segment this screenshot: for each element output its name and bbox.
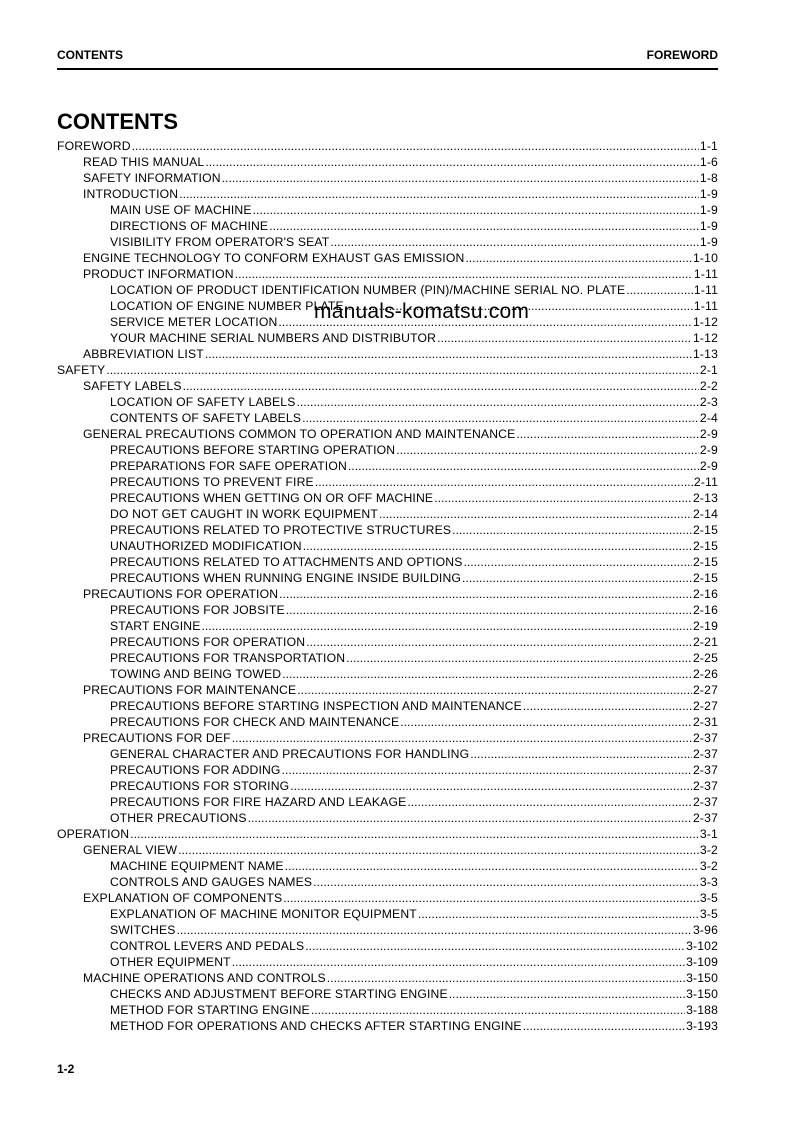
dot-leader xyxy=(285,858,699,874)
toc-entry-page: 1-10 xyxy=(693,251,718,265)
toc-entry-title: PRECAUTIONS WHEN RUNNING ENGINE INSIDE BUILDING xyxy=(110,571,462,585)
dot-leader xyxy=(232,954,685,970)
header-section-label: CONTENTS xyxy=(57,48,123,62)
dot-leader xyxy=(523,1018,685,1034)
toc-entry-title: LOCATION OF PRODUCT IDENTIFICATION NUMBER (PIN)/MACHINE SERIAL NO. PLATE xyxy=(110,283,626,297)
dot-leader xyxy=(437,330,692,346)
toc-entry-title: OTHER PRECAUTIONS xyxy=(110,811,247,825)
toc-entry-page: 3-2 xyxy=(699,843,718,857)
toc-entry-page: 2-13 xyxy=(693,491,718,505)
page-title: CONTENTS xyxy=(57,109,178,134)
toc-entry xyxy=(57,522,718,538)
toc-entry-title: VISIBILITY FROM OPERATOR'S SEAT xyxy=(110,235,330,249)
dot-leader xyxy=(330,234,699,250)
toc-entry xyxy=(57,586,718,602)
toc-entry xyxy=(57,186,718,202)
toc-entry-page: 2-9 xyxy=(699,427,718,441)
dot-leader xyxy=(348,458,699,474)
toc-entry-title: GENERAL PRECAUTIONS COMMON TO OPERATION AND MAINTENANCE xyxy=(83,427,516,441)
toc-entry-title: PRECAUTIONS BEFORE STARTING OPERATION xyxy=(110,443,396,457)
toc-entry-title: METHOD FOR STARTING ENGINE xyxy=(110,1003,310,1017)
toc-entry-page: 1-11 xyxy=(693,267,718,281)
dot-leader xyxy=(327,970,685,986)
toc-entry-page: 1-12 xyxy=(693,315,718,329)
toc-entry-title: PRECAUTIONS RELATED TO PROTECTIVE STRUCTURES xyxy=(110,523,452,537)
toc-entry-title: FOREWORD xyxy=(57,139,131,153)
toc-entry xyxy=(57,938,718,954)
toc-entry-title: PRECAUTIONS FOR JOBSITE xyxy=(110,603,285,617)
toc-entry-title: ABBREVIATION LIST xyxy=(83,347,204,361)
toc-entry-title: YOUR MACHINE SERIAL NUMBERS AND DISTRIBUTOR xyxy=(110,331,437,345)
toc-entry-page: 3-96 xyxy=(693,923,718,937)
toc-entry-title: CONTROLS AND GAUGES NAMES xyxy=(110,875,313,889)
toc-entry xyxy=(57,778,718,794)
toc-entry-title: ENGINE TECHNOLOGY TO CONFORM EXHAUST GAS EMISSION xyxy=(83,251,465,265)
dot-leader xyxy=(279,586,692,602)
toc-entry-title: EXPLANATION OF COMPONENTS xyxy=(83,891,283,905)
toc-entry xyxy=(57,442,718,458)
page-number: 1-2 xyxy=(57,1062,75,1076)
toc-entry xyxy=(57,666,718,682)
toc-entry-page: 1-1 xyxy=(699,139,718,153)
dot-leader xyxy=(449,986,685,1002)
toc-entry-title: OTHER EQUIPMENT xyxy=(110,955,231,969)
toc-entry-page: 2-31 xyxy=(693,715,718,729)
toc-entry xyxy=(57,874,718,890)
toc-entry xyxy=(57,378,718,394)
toc-entry-page: 2-3 xyxy=(699,395,718,409)
toc-entry xyxy=(57,826,718,842)
toc-entry-title: PRECAUTIONS RELATED TO ATTACHMENTS AND OPTIONS xyxy=(110,555,463,569)
toc-entry-title: GENERAL VIEW xyxy=(83,843,178,857)
toc-entry xyxy=(57,538,718,554)
toc-entry-page: 1-6 xyxy=(699,155,718,169)
toc-entry-page: 3-150 xyxy=(686,971,718,985)
toc-entry-title: OPERATION xyxy=(57,827,130,841)
toc-entry-title: MAIN USE OF MACHINE xyxy=(110,203,252,217)
dot-leader xyxy=(434,490,692,506)
toc-entry-title: LOCATION OF SAFETY LABELS xyxy=(110,395,296,409)
toc-entry-title: SERVICE METER LOCATION xyxy=(110,315,278,329)
toc-entry xyxy=(57,138,718,154)
toc-entry-title: SAFETY xyxy=(57,363,106,377)
dot-leader xyxy=(106,362,699,378)
dot-leader xyxy=(315,474,693,490)
toc-entry-page: 2-37 xyxy=(693,763,718,777)
dot-leader xyxy=(379,506,692,522)
toc-entry-title: PRECAUTIONS FOR FIRE HAZARD AND LEAKAGE xyxy=(110,795,407,809)
toc-entry xyxy=(57,474,718,490)
toc-entry-page: 2-21 xyxy=(693,635,718,649)
toc-entry-title: LOCATION OF ENGINE NUMBER PLATE xyxy=(110,299,344,313)
dot-leader xyxy=(269,218,699,234)
toc-entry-page: 1-9 xyxy=(699,187,718,201)
toc-entry xyxy=(57,986,718,1002)
toc-entry-title: SAFETY INFORMATION xyxy=(83,171,221,185)
toc-entry xyxy=(57,202,718,218)
dot-leader xyxy=(302,410,699,426)
toc-entry xyxy=(57,1018,718,1034)
table-of-contents xyxy=(57,138,718,1034)
toc-entry xyxy=(57,266,718,282)
dot-leader xyxy=(286,602,692,618)
dot-leader xyxy=(297,682,692,698)
toc-entry-title: PRECAUTIONS FOR MAINTENANCE xyxy=(83,683,297,697)
toc-entry-title: PRECAUTIONS FOR TRANSPORTATION xyxy=(110,651,346,665)
dot-leader xyxy=(452,522,692,538)
dot-leader xyxy=(235,266,693,282)
toc-entry-page: 2-37 xyxy=(693,779,718,793)
dot-leader xyxy=(465,250,692,266)
toc-entry-page: 2-16 xyxy=(693,603,718,617)
dot-leader xyxy=(296,394,698,410)
toc-entry-page: 2-11 xyxy=(693,475,718,489)
toc-entry-page: 1-9 xyxy=(699,235,718,249)
watermark-text: manuals-komatsu.com xyxy=(314,300,530,323)
dot-leader xyxy=(179,186,699,202)
dot-leader xyxy=(303,538,692,554)
toc-entry xyxy=(57,794,718,810)
header-chapter-label: FOREWORD xyxy=(646,48,718,62)
dot-leader xyxy=(306,634,692,650)
toc-entry-page: 2-27 xyxy=(693,683,718,697)
toc-entry-title: METHOD FOR OPERATIONS AND CHECKS AFTER STARTING ENGINE xyxy=(110,1019,522,1033)
toc-entry-page: 3-193 xyxy=(686,1019,718,1033)
toc-entry-page: 2-26 xyxy=(693,667,718,681)
toc-entry-title: PRECAUTIONS FOR OPERATION xyxy=(83,587,279,601)
toc-entry-page: 1-11 xyxy=(693,283,718,297)
toc-entry xyxy=(57,714,718,730)
toc-entry-title: PRECAUTIONS FOR ADDING xyxy=(110,763,281,777)
toc-entry-page: 2-2 xyxy=(699,379,718,393)
toc-entry xyxy=(57,842,718,858)
dot-leader xyxy=(283,890,699,906)
toc-entry xyxy=(57,346,718,362)
toc-entry-page: 2-27 xyxy=(693,699,718,713)
toc-entry-title: PRECAUTIONS BEFORE STARTING INSPECTION AND MAINTENANCE xyxy=(110,699,522,713)
dot-leader xyxy=(626,282,693,298)
toc-entry-title: SAFETY LABELS xyxy=(83,379,182,393)
toc-entry xyxy=(57,218,718,234)
toc-entry-title: CONTENTS OF SAFETY LABELS xyxy=(110,411,302,425)
toc-entry-page: 3-188 xyxy=(686,1003,718,1017)
toc-entry-page: 1-13 xyxy=(693,347,718,361)
toc-entry-page: 2-15 xyxy=(693,523,718,537)
toc-entry-page: 2-37 xyxy=(693,795,718,809)
dot-leader xyxy=(248,810,692,826)
toc-entry xyxy=(57,250,718,266)
toc-entry-title: PRECAUTIONS FOR STORING xyxy=(110,779,290,793)
toc-entry xyxy=(57,490,718,506)
toc-entry-page: 3-109 xyxy=(686,955,718,969)
toc-entry xyxy=(57,954,718,970)
dot-leader xyxy=(290,778,692,794)
toc-entry-page: 1-12 xyxy=(693,331,718,345)
dot-leader xyxy=(178,842,699,858)
toc-entry-page: 2-16 xyxy=(693,587,718,601)
dot-leader xyxy=(523,698,692,714)
running-header xyxy=(57,48,718,64)
toc-entry-page: 2-4 xyxy=(699,411,718,425)
toc-entry xyxy=(57,730,718,746)
toc-entry-title: TOWING AND BEING TOWED xyxy=(110,667,282,681)
toc-entry xyxy=(57,890,718,906)
toc-entry-page: 2-37 xyxy=(693,811,718,825)
toc-entry xyxy=(57,746,718,762)
dot-leader xyxy=(177,922,692,938)
dot-leader xyxy=(407,794,692,810)
toc-entry-title: PRECAUTIONS FOR OPERATION xyxy=(110,635,306,649)
toc-entry-title: PRECAUTIONS TO PREVENT FIRE xyxy=(110,475,314,489)
toc-entry-page: 2-1 xyxy=(699,363,718,377)
toc-entry xyxy=(57,394,718,410)
dot-leader xyxy=(282,666,692,682)
toc-entry xyxy=(57,922,718,938)
dot-leader xyxy=(222,170,699,186)
toc-entry xyxy=(57,682,718,698)
toc-entry-page: 3-2 xyxy=(699,859,718,873)
toc-entry xyxy=(57,154,718,170)
toc-entry xyxy=(57,634,718,650)
toc-entry xyxy=(57,618,718,634)
toc-entry xyxy=(57,554,718,570)
toc-entry-page: 2-15 xyxy=(693,571,718,585)
toc-entry-title: SWITCHES xyxy=(110,923,176,937)
toc-entry-page: 3-5 xyxy=(699,907,718,921)
dot-leader xyxy=(463,554,692,570)
dot-leader xyxy=(418,906,699,922)
toc-entry-title: GENERAL CHARACTER AND PRECAUTIONS FOR HANDLING xyxy=(110,747,470,761)
toc-entry-page: 1-11 xyxy=(693,299,718,313)
toc-entry-page: 3-3 xyxy=(699,875,718,889)
toc-entry xyxy=(57,858,718,874)
toc-entry-title: UNAUTHORIZED MODIFICATION xyxy=(110,539,302,553)
dot-leader xyxy=(470,746,692,762)
dot-leader xyxy=(183,378,699,394)
toc-entry-title: INTRODUCTION xyxy=(83,187,179,201)
toc-entry xyxy=(57,1002,718,1018)
toc-entry-page: 2-37 xyxy=(693,747,718,761)
dot-leader xyxy=(202,618,692,634)
toc-entry xyxy=(57,570,718,586)
toc-entry-page: 2-9 xyxy=(699,443,718,457)
toc-entry xyxy=(57,426,718,442)
toc-entry-title: MACHINE EQUIPMENT NAME xyxy=(110,859,284,873)
toc-entry-title: DO NOT GET CAUGHT IN WORK EQUIPMENT xyxy=(110,507,378,521)
toc-entry-page: 2-19 xyxy=(693,619,718,633)
toc-entry-page: 1-8 xyxy=(699,171,718,185)
toc-entry xyxy=(57,506,718,522)
toc-entry-page: 2-25 xyxy=(693,651,718,665)
toc-entry xyxy=(57,602,718,618)
dot-leader xyxy=(205,346,692,362)
toc-entry-page: 2-9 xyxy=(699,459,718,473)
dot-leader xyxy=(400,714,692,730)
toc-entry xyxy=(57,170,718,186)
toc-entry-page: 2-37 xyxy=(693,731,718,745)
toc-entry xyxy=(57,698,718,714)
dot-leader xyxy=(253,202,699,218)
toc-entry-page: 3-5 xyxy=(699,891,718,905)
dot-leader xyxy=(132,138,699,154)
toc-entry-page: 2-15 xyxy=(693,555,718,569)
toc-entry xyxy=(57,906,718,922)
toc-entry-title: MACHINE OPERATIONS AND CONTROLS xyxy=(83,971,326,985)
header-divider xyxy=(57,68,718,70)
toc-entry-title: PREPARATIONS FOR SAFE OPERATION xyxy=(110,459,347,473)
toc-entry-title: CONTROL LEVERS AND PEDALS xyxy=(110,939,305,953)
toc-entry-page: 2-14 xyxy=(693,507,718,521)
toc-entry-title: READ THIS MANUAL xyxy=(83,155,205,169)
toc-entry-title: START ENGINE xyxy=(110,619,201,633)
toc-entry xyxy=(57,282,718,298)
toc-entry xyxy=(57,362,718,378)
toc-entry-title: PRECAUTIONS FOR DEF xyxy=(83,731,231,745)
dot-leader xyxy=(282,762,692,778)
dot-leader xyxy=(346,650,692,666)
toc-entry-page: 3-1 xyxy=(699,827,718,841)
toc-entry xyxy=(57,234,718,250)
dot-leader xyxy=(232,730,692,746)
dot-leader xyxy=(130,826,699,842)
toc-entry-page: 1-9 xyxy=(699,219,718,233)
toc-entry xyxy=(57,970,718,986)
toc-entry-page: 2-15 xyxy=(693,539,718,553)
toc-entry-page: 1-9 xyxy=(699,203,718,217)
toc-entry xyxy=(57,762,718,778)
toc-entry-title: CHECKS AND ADJUSTMENT BEFORE STARTING ENGINE xyxy=(110,987,448,1001)
toc-entry xyxy=(57,330,718,346)
toc-entry xyxy=(57,810,718,826)
toc-entry-title: PRECAUTIONS WHEN GETTING ON OR OFF MACHINE xyxy=(110,491,434,505)
dot-leader xyxy=(311,1002,685,1018)
toc-entry-title: PRECAUTIONS FOR CHECK AND MAINTENANCE xyxy=(110,715,400,729)
dot-leader xyxy=(516,426,699,442)
toc-entry xyxy=(57,458,718,474)
toc-entry xyxy=(57,650,718,666)
toc-entry-title: DIRECTIONS OF MACHINE xyxy=(110,219,269,233)
dot-leader xyxy=(313,874,699,890)
dot-leader xyxy=(305,938,685,954)
dot-leader xyxy=(205,154,699,170)
toc-entry-title: EXPLANATION OF MACHINE MONITOR EQUIPMENT xyxy=(110,907,417,921)
toc-entry-title: PRODUCT INFORMATION xyxy=(83,267,234,281)
toc-entry-page: 3-102 xyxy=(686,939,718,953)
dot-leader xyxy=(462,570,692,586)
toc-entry xyxy=(57,410,718,426)
dot-leader xyxy=(396,442,699,458)
toc-entry-page: 3-150 xyxy=(686,987,718,1001)
